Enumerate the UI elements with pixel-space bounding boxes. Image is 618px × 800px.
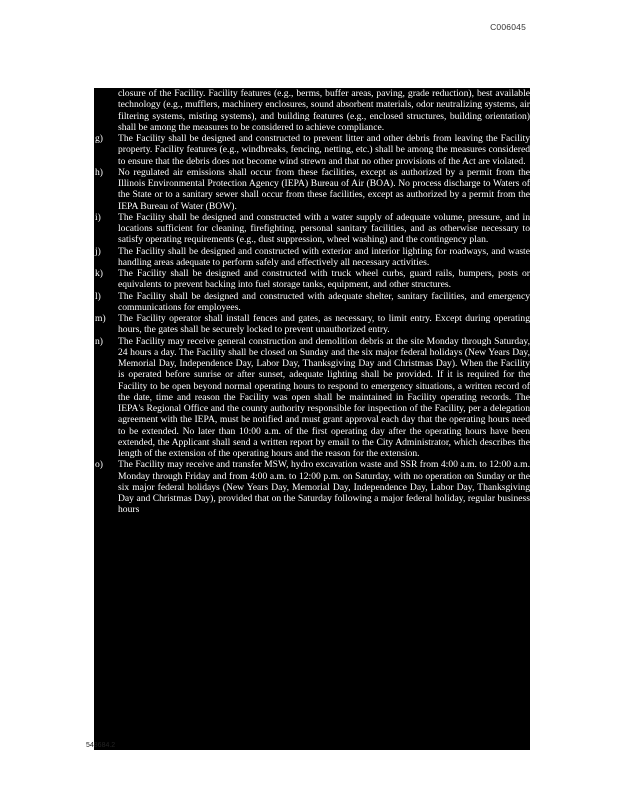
list-item-text: The Facility may receive general construction and demolition debris at the site Monday through Saturday, 24 hours a day. The Facility shall be closed on Sunday and the six major federal holidays (New Years Day, Memorial Day, Independence Day, Labor Day, Thanksgiving Day and Christmas Day). When the Facility is operated before sunrise or after sunset, adequate lighting shall be provided. If it is required for the Facility to be open beyond normal operating hours to respond to emergency situations, a written record of the date, time and reason the Facility was open shall be maintained in Facility operating records. The IEPA's Regional Office and the county authority responsible for inspection of the Facility, per a delegation agreement with the IEPA, must be notified and must grant approval each day that the operating hours need to be extended. No later than 10:00 a.m. of the first operating day after the operating hours have been extended, the Applicant shall send a written report by email to the City Administrator, which describes the length of the extension of the operating hours and the reason for the extension. bbox=[118, 335, 530, 459]
list-item-j bbox=[94, 246, 530, 269]
list-item-l bbox=[94, 291, 530, 314]
list-item-text: The Facility shall be designed and constructed with a water supply of adequate volume, pressure, and in locations sufficient for cleaning, firefighting, personal sanitary facilities, and as otherwise necessary to satisfy operating requirements (e.g., dust suppression, wheel washing) and the contingency plan. bbox=[118, 211, 530, 246]
list-item-text: No regulated air emissions shall occur from these facilities, except as authorized by a permit from the Illinois Environmental Protection Agency (IEPA) Bureau of Air (BOA). No process discharge to Waters of the State or to a sanitary sewer shall occur from these facilities, except as authorized by a permit from the IEPA Bureau of Water (BOW). bbox=[118, 166, 530, 212]
list-item-text: closure of the Facility. Facility features (e.g., berms, buffer areas, paving, grade reduction), best available technology (e.g., mufflers, machinery enclosures, sound absorbent materials, odor neutralizing systems, air filtering systems, misting systems), and building features (e.g., enclosed structures, building orientation) shall be among the measures to be considered to achieve compliance. bbox=[118, 88, 530, 133]
list-item-n bbox=[94, 336, 530, 460]
list-item-o bbox=[94, 459, 530, 515]
list-item-label: m) bbox=[95, 313, 106, 324]
list-item-label: g) bbox=[95, 133, 103, 144]
document-text bbox=[94, 88, 530, 516]
list-item-m bbox=[94, 313, 530, 336]
list-item-text: The Facility shall be designed and constructed with exterior and interior lighting for roadways, and waste handling areas adequate to perform safely and effectively all necessary activities. bbox=[118, 245, 530, 268]
list-item-text: The Facility operator shall install fences and gates, as necessary, to limit entry. Except during operating hours, the gates shall be securely locked to prevent unauthorized entry. bbox=[118, 313, 530, 336]
list-item-text: The Facility may receive and transfer MSW, hydro excavation waste and SSR from 4:00 a.m. to 12:00 a.m. Monday through Friday and from 4:00 a.m. to 12:00 p.m. on Saturday, with no operation on Sunday or the six major federal holidays (New Years Day, Memorial Day, Independence Day, Labor Day, Thanksgiving Day and Christmas Day), provided that on the Saturday following a major federal holiday, regular business hours bbox=[118, 459, 530, 516]
list-item-label: l) bbox=[95, 290, 101, 302]
list-item-text: The Facility shall be designed and constructed to prevent litter and other debris from leaving the Facility property. Facility features (e.g., windbreaks, fencing, netting, etc.) shall be among the measures considered to ensure that the debris does not become wind strewn and that no other provisions of the Act are violated. bbox=[118, 133, 530, 167]
list-item-label: o) bbox=[95, 459, 103, 471]
bates-number: C006045 bbox=[490, 22, 526, 32]
list-item-label: k) bbox=[95, 268, 103, 279]
list-item-text: The Facility shall be designed and constructed with adequate shelter, sanitary facilities, and emergency communications for employees. bbox=[118, 290, 530, 313]
page-number: 6 bbox=[309, 738, 314, 749]
list-item-label: i) bbox=[95, 211, 101, 223]
list-item-label: n) bbox=[95, 335, 103, 347]
list-item-continuation bbox=[94, 88, 530, 133]
footer-document-id: 548684.2 bbox=[86, 742, 116, 749]
document-page-body bbox=[94, 88, 530, 750]
list-item-label: h) bbox=[95, 166, 103, 178]
list-item-label: j) bbox=[95, 245, 101, 257]
list-item-k bbox=[94, 268, 530, 291]
list-item-text: The Facility shall be designed and constructed with truck wheel curbs, guard rails, bumpers, posts or equivalents to prevent backing into fuel storage tanks, equipment, and other structures. bbox=[118, 268, 530, 291]
list-item-h bbox=[94, 167, 530, 212]
list-item-g bbox=[94, 133, 530, 167]
list-item-i bbox=[94, 212, 530, 246]
